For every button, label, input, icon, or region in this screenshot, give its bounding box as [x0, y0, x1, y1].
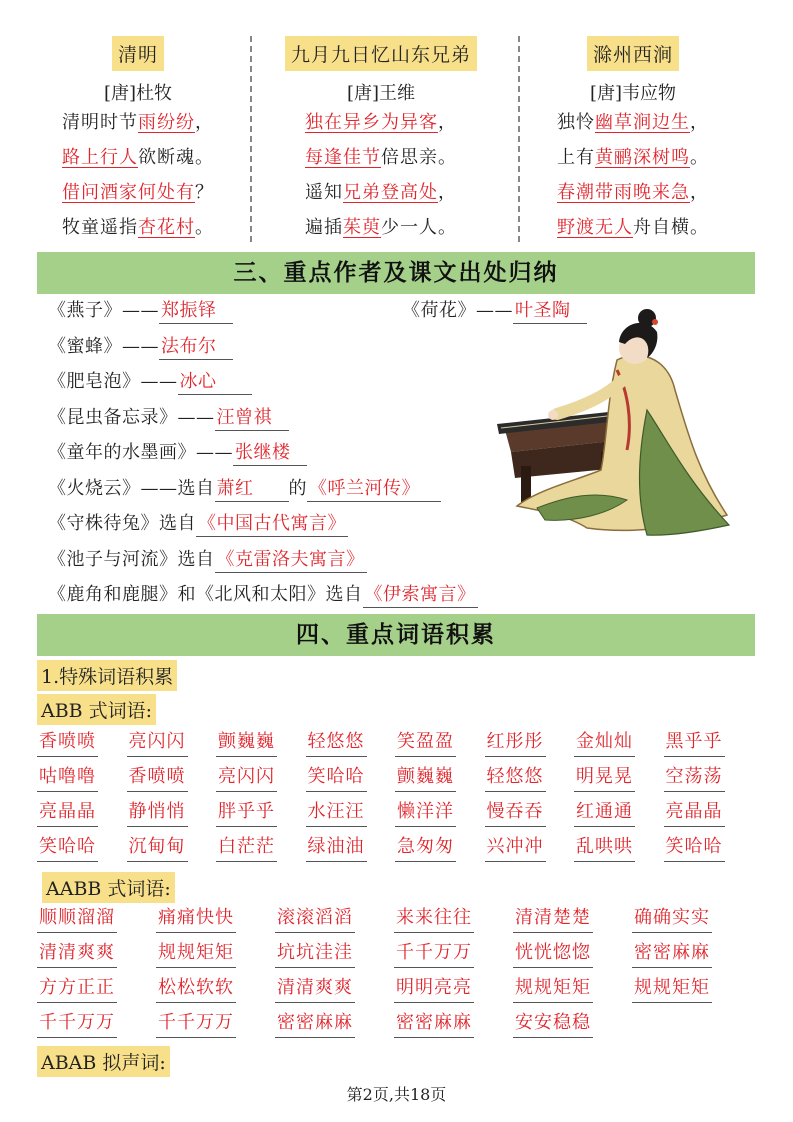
- word-item: 方方正正: [37, 976, 117, 1003]
- work-answer: 郑振铎: [159, 299, 233, 324]
- word-item: 水汪汪: [306, 800, 367, 827]
- poem-author: [唐]韦应物: [589, 83, 677, 104]
- word-item: 轻悠悠: [306, 730, 367, 757]
- word-item: 红彤彤: [485, 730, 546, 757]
- work-answer: 冰心: [178, 370, 252, 395]
- word-item: 清清楚楚: [513, 906, 593, 933]
- word-item: 清清爽爽: [275, 976, 355, 1003]
- word-item: 千千万万: [37, 1011, 117, 1038]
- word-item: 绿油油: [306, 835, 367, 862]
- work-answer: 汪曾祺: [215, 406, 289, 431]
- poem-line: [528, 105, 738, 140]
- word-item: 笑盈盈: [395, 730, 456, 757]
- poem-blank-answer: 借问酒家何处有: [62, 182, 195, 203]
- poem-blank-answer: 茱萸: [343, 217, 381, 238]
- word-item: 金灿灿: [574, 730, 635, 757]
- poem-line: [38, 210, 238, 245]
- poem-blank-answer: 每逢佳节: [305, 147, 381, 168]
- section4-title: 四、重点词语积累: [37, 614, 755, 656]
- word-item: 安安稳稳: [513, 1011, 593, 1038]
- poem-divider: [518, 36, 520, 242]
- poem-text: ，: [438, 182, 457, 203]
- poem-text: 倍思亲。: [381, 147, 457, 168]
- work-answer: 《中国古代寓言》: [196, 512, 348, 537]
- word-item: 坑坑洼洼: [275, 941, 355, 968]
- poem-text: 舟自横。: [633, 217, 709, 238]
- poem-blank-answer: 野渡无人: [557, 217, 633, 238]
- word-item: 沉甸甸: [127, 835, 188, 862]
- work-title: 《蜜蜂》——: [48, 335, 159, 357]
- work-title: 《守株待兔》选自: [48, 513, 196, 534]
- poem-blank-answer: 雨纷纷: [138, 112, 195, 133]
- poem-line: [260, 140, 502, 175]
- work-title: 《鹿角和鹿腿》和《北风和太阳》选自: [48, 584, 363, 605]
- word-item: 颤巍巍: [395, 765, 456, 792]
- poem-line: [528, 175, 738, 210]
- work-source-answer: 《呼兰河传》: [307, 477, 441, 502]
- word-item: 笑哈哈: [37, 835, 98, 862]
- poem-line: [260, 210, 502, 245]
- word-item: 慢吞吞: [485, 800, 546, 827]
- poem-text: 独怜: [557, 112, 595, 133]
- poem-text: ？: [195, 182, 214, 203]
- poem-blank-answer: 幽草涧边生: [595, 112, 690, 133]
- word-item: 急匆匆: [395, 835, 456, 862]
- poem-line: [38, 175, 238, 210]
- poem-blank-answer: 春潮带雨晚来急: [557, 182, 690, 203]
- abb-label: ABB 式词语:: [37, 694, 156, 725]
- word-item: 密密麻麻: [632, 941, 712, 968]
- word-item: 黑乎乎: [664, 730, 725, 757]
- work-item: [48, 296, 233, 326]
- word-item: 明晃晃: [574, 765, 635, 792]
- page-footer: 第2页,共18页: [346, 1085, 447, 1104]
- poem-blank-answer: 兄弟登高处: [343, 182, 438, 203]
- word-item: 懒洋洋: [395, 800, 456, 827]
- word-item: 滚滚滔滔: [275, 906, 355, 933]
- work-answer: 法布尔: [159, 335, 233, 360]
- poem-line: [260, 105, 502, 140]
- work-item: [48, 509, 348, 539]
- poem-text: 上有: [557, 147, 595, 168]
- poem-line: [528, 210, 738, 245]
- word-item: 轻悠悠: [485, 765, 546, 792]
- word-item: 静悄悄: [127, 800, 188, 827]
- work-answer: 萧红: [215, 477, 289, 502]
- poem-text: 遥知: [305, 182, 343, 203]
- poem-text: 欲断魂。: [138, 147, 214, 168]
- word-item: 笑哈哈: [664, 835, 725, 862]
- poem-text: 牧童遥指: [62, 217, 138, 238]
- word-item: 亮闪闪: [216, 765, 277, 792]
- poem-author: [唐]杜牧: [103, 83, 173, 104]
- poem-line: [38, 140, 238, 175]
- work-item: [48, 545, 367, 575]
- work-answer: 《克雷洛夫寓言》: [215, 548, 367, 573]
- word-item: 红通通: [574, 800, 635, 827]
- poem-line: [528, 140, 738, 175]
- word-item: 颤巍巍: [216, 730, 277, 757]
- word-item: 空荡荡: [664, 765, 725, 792]
- section3-title: 三、重点作者及课文出处归纳: [37, 252, 755, 294]
- word-item: 松松软软: [156, 976, 236, 1003]
- poem-chuzhou: [528, 36, 738, 245]
- word-item: 来来往往: [394, 906, 474, 933]
- work-item: [48, 403, 289, 433]
- poem-title: 九月九日忆山东兄弟: [285, 36, 477, 71]
- poem-text: 。: [690, 147, 709, 168]
- word-item: 乱哄哄: [574, 835, 635, 862]
- poem-text: 少一人。: [381, 217, 457, 238]
- word-item: 兴冲冲: [485, 835, 546, 862]
- section4-subtitle: 1.特殊词语积累: [37, 660, 177, 691]
- word-item: 亮闪闪: [127, 730, 188, 757]
- work-title: 《肥皂泡》——: [48, 371, 178, 392]
- word-item: 亮晶晶: [37, 800, 98, 827]
- poem-text: 清明时节: [62, 112, 138, 133]
- work-answer: 叶圣陶: [513, 299, 587, 324]
- word-item: 痛痛快快: [156, 906, 236, 933]
- poem-title: 清明: [112, 36, 164, 71]
- word-item: 规规矩矩: [156, 941, 236, 968]
- poem-text: ，: [690, 182, 709, 203]
- work-title: 《荷花》——: [402, 300, 513, 321]
- work-answer: 张继楼: [233, 441, 307, 466]
- word-item: 明明亮亮: [394, 976, 474, 1003]
- word-item: 恍恍惚惚: [513, 941, 593, 968]
- work-title: 《池子与河流》选自: [48, 548, 215, 570]
- work-title: 《燕子》——: [48, 300, 159, 321]
- work-item: [48, 438, 307, 468]
- work-item: [48, 580, 478, 610]
- poem-text: 。: [195, 217, 214, 238]
- guqin-player-illustration: [497, 300, 737, 540]
- word-item: 香喷喷: [127, 765, 188, 792]
- word-item: 规规矩矩: [513, 976, 593, 1003]
- poem-author: [唐]王维: [346, 83, 416, 104]
- poem-blank-answer: 黄鹂深树鸣: [595, 147, 690, 168]
- work-answer: 《伊索寓言》: [363, 583, 478, 608]
- work-item: [48, 367, 252, 397]
- word-item: 规规矩矩: [632, 976, 712, 1003]
- word-item: 胖乎乎: [216, 800, 277, 827]
- work-title: 《火烧云》——选自: [48, 477, 215, 499]
- word-item: 清清爽爽: [37, 941, 117, 968]
- poem-text: ，: [195, 112, 214, 133]
- work-item: [48, 474, 441, 504]
- aabb-label: AABB 式词语:: [42, 872, 175, 903]
- abab-label: ABAB 拟声词:: [37, 1046, 170, 1077]
- poem-text: 遍插: [305, 217, 343, 238]
- poem-divider: [250, 36, 252, 242]
- word-item: 咕噜噜: [37, 765, 98, 792]
- poem-text: ，: [438, 112, 457, 133]
- word-item: 白茫茫: [216, 835, 277, 862]
- poem-title: 滁州西涧: [587, 36, 679, 71]
- work-title: 《童年的水墨画》——: [48, 442, 233, 463]
- work-title: 《昆虫备忘录》——: [48, 406, 215, 428]
- word-item: 笑哈哈: [306, 765, 367, 792]
- word-item: 亮晶晶: [664, 800, 725, 827]
- poem-qingming: [38, 36, 238, 245]
- poem-blank-answer: 独在异乡为异客: [305, 112, 438, 133]
- work-connector: 的: [288, 477, 307, 499]
- word-item: 密密麻麻: [275, 1011, 355, 1038]
- work-item: [48, 332, 233, 362]
- word-item: 千千万万: [394, 941, 474, 968]
- poem-line: [38, 105, 238, 140]
- word-item: 顺顺溜溜: [37, 906, 117, 933]
- poem-blank-answer: 路上行人: [62, 147, 138, 168]
- word-item: 千千万万: [156, 1011, 236, 1038]
- poem-jiuyue: [260, 36, 502, 245]
- poem-line: [260, 175, 502, 210]
- word-item: 确确实实: [632, 906, 712, 933]
- poem-blank-answer: 杏花村: [138, 217, 195, 238]
- word-item: 密密麻麻: [394, 1011, 474, 1038]
- word-item: 香喷喷: [37, 730, 98, 757]
- poem-text: ，: [690, 112, 709, 133]
